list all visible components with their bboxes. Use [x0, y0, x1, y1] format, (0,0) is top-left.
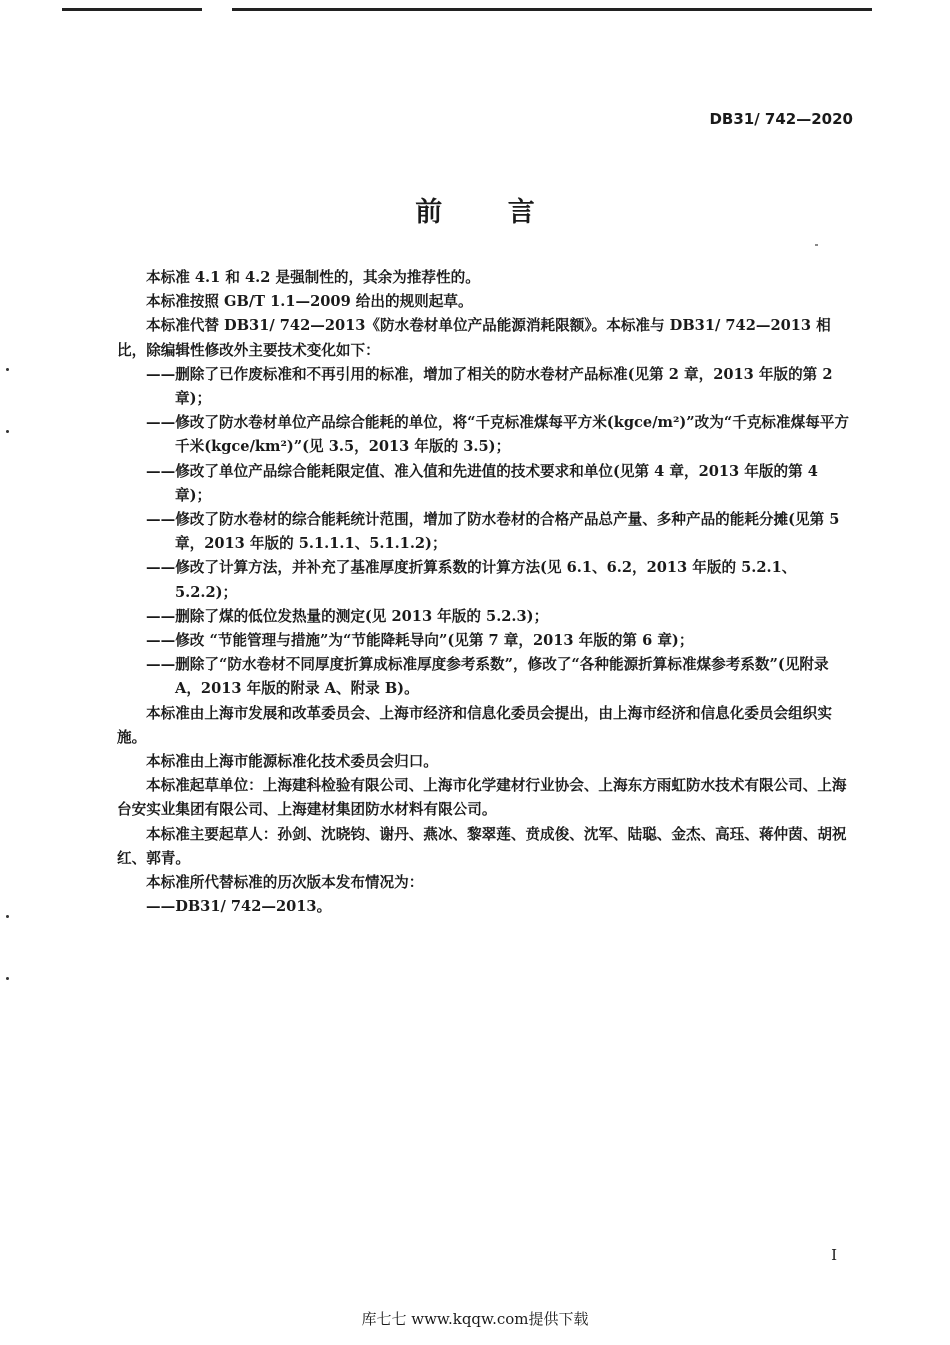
change-item: ——修改了单位产品综合能耗限定值、准入值和先进值的技术要求和单位(见第 4 章，2013 年版的第 4 章)；	[146, 462, 818, 504]
paragraph: 本标准由上海市发展和改革委员会、上海市经济和信息化委员会提出，由上海市经济和信息化委员会组织实施。	[117, 704, 832, 746]
change-item: ——修改 “节能管理与措施”为“节能降耗导向”(见第 7 章，2013 年版的第 6 章)；	[146, 632, 694, 650]
binding-hole-mark	[6, 368, 9, 371]
paragraph: 本标准所代替标准的历次版本发布情况为：	[146, 874, 424, 892]
paragraph: 本标准代替 DB31/ 742—2013《防水卷材单位产品能源消耗限额》。本标准与 DB31/ 742—2013 相比，除编辑性修改外主要技术变化如下：	[117, 317, 831, 359]
page-title: 前 言	[415, 197, 563, 228]
change-item: ——删除了“防水卷材不同厚度折算成标准厚度参考系数”，修改了“各种能源折算标准煤参考系数”(见附录 A，2013 年版的附录 A、附录 B)。	[146, 656, 829, 698]
download-footer: 库七七 www.kqqw.com提供下载	[361, 1310, 589, 1328]
paragraph: ——DB31/ 742—2013。	[146, 898, 332, 916]
top-rule-left	[62, 8, 202, 11]
paragraph: 本标准由上海市能源标准化技术委员会归口。	[146, 753, 438, 771]
paragraph: 本标准主要起草人：孙剑、沈晓钧、谢丹、燕冰、黎翠莲、贲成俊、沈军、陆聪、金杰、高珏、蒋仲茵、胡祝红、郭青。	[117, 825, 847, 867]
page-number: I	[831, 1246, 837, 1264]
doc-number: DB31/ 742—2020	[709, 110, 853, 128]
change-item: ——删除了已作废标准和不再引用的标准，增加了相关的防水卷材产品标准(见第 2 章，2013 年版的第 2 章)；	[146, 365, 833, 408]
top-rule-right	[232, 8, 872, 11]
change-item: ——删除了煤的低位发热量的测定(见 2013 年版的 5.2.3)；	[146, 607, 549, 625]
change-item: ——修改了计算方法，并补充了基准厚度折算系数的计算方法(见 6.1、6.2，2013 年版的 5.2.1、5.2.2)；	[146, 559, 797, 601]
change-item: ——修改了防水卷材单位产品综合能耗的单位，将“千克标准煤每平方米(kgce/m²)”改为“千克标准煤每平方千米(kgce/km²)”(见 3.5，2013 年版的 3.5)；	[146, 414, 849, 456]
binding-hole-mark	[6, 915, 9, 918]
binding-hole-mark	[6, 977, 9, 980]
preface-body	[117, 266, 857, 919]
change-item: ——修改了防水卷材的综合能耗统计范围，增加了防水卷材的合格产品总产量、多种产品的能耗分摊(见第 5 章，2013 年版的 5.1.1.1、5.1.1.2)；	[146, 511, 840, 553]
paragraph: 本标准按照 GB/T 1.1—2009 给出的规则起草。	[146, 293, 473, 311]
paragraph: 本标准起草单位：上海建科检验有限公司、上海市化学建材行业协会、上海东方雨虹防水技术有限公司、上海台安实业集团有限公司、上海建材集团防水材料有限公司。	[117, 777, 847, 819]
paragraph: 本标准 4.1 和 4.2 是强制性的，其余为推荐性的。	[146, 269, 480, 286]
scan-speck	[815, 244, 818, 246]
binding-hole-mark	[6, 430, 9, 433]
